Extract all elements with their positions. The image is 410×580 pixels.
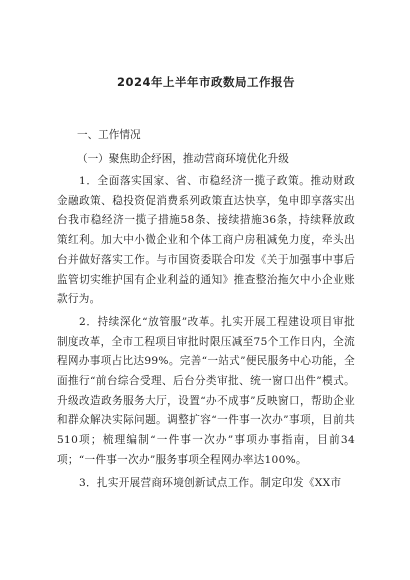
paragraph-2: 2．持续深化“放管服”改革。扎实开展工程建设项目审批制度改革，全市工程项目审批时限压减至75个工作日内，全流程网办事项占比达99%。完善“一站式”便民服务中心功能，全面推行“前台综合受理、后台分类审批、统一窗口出件”模式。升级改造政务服务大厅，设置“办不成事”反映窗口，帮助企业和群众解决实际问题。调整扩容“一件事一次办”事项，目前共510项；梳理编制“一件事一次办”事项办事指南，目前34项；“一件事一次办”服务事项全程网办率达100%。 (57, 315, 355, 466)
paragraph-3: 3．扎实开展营商环境创新试点工作。制定印发《XX市 (79, 476, 342, 489)
document-title: 2024年上半年市政数局工作报告 (116, 75, 295, 89)
paragraph-1: 1．全面落实国家、省、市稳经济一揽子政策。推动财政金融政策、稳投资促消费系列政策直达快享，兔申即享落实出台我市稳经济一揽子措施58条、接续措施36条，持续释放政策红利。加大中小微企业和个体工商户房租减免力度，牵头出台并做好落实工作。与市国资委联合印发《关于加强事中事后监管切实维护国有企业利益的通知》推查整治拖欠中小企业账款行为。 (57, 175, 355, 306)
subsection-heading: （一）聚焦助企纾困，推动营商环境优化升级 (77, 153, 289, 165)
section-heading: 一、工作情况 (77, 129, 141, 141)
